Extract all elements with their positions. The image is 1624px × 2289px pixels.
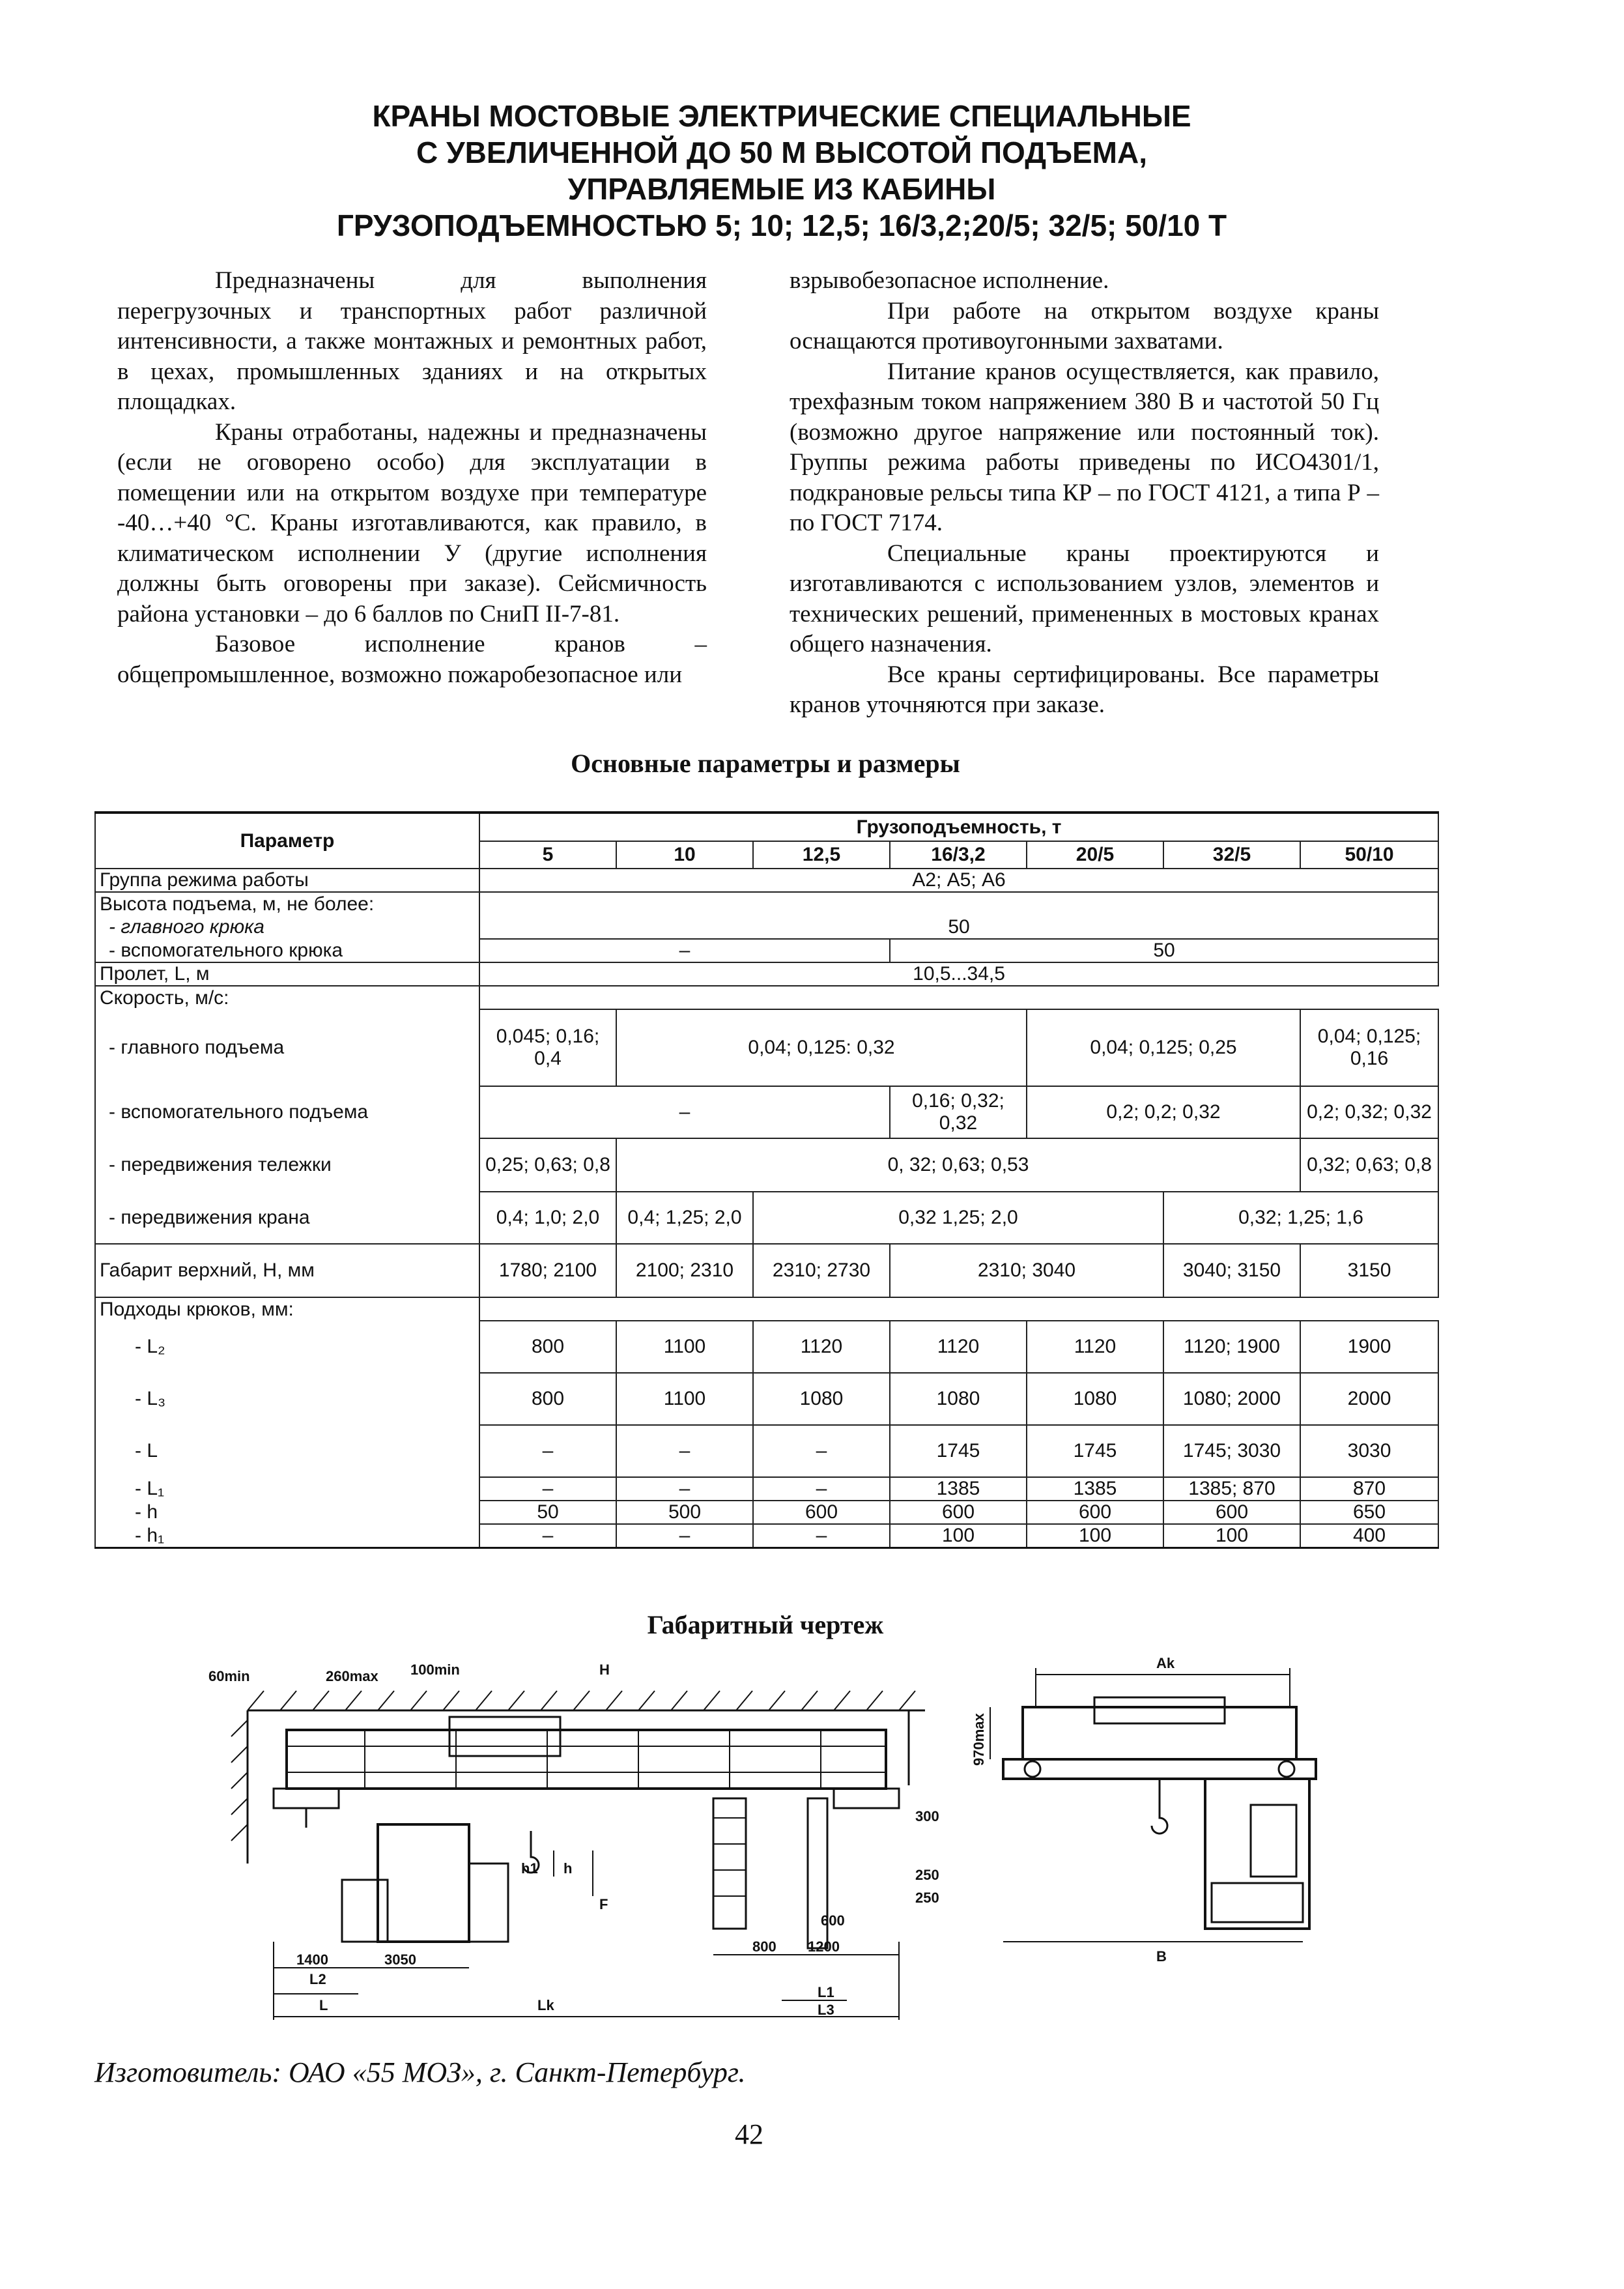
params-section-title: Основные параметры и размеры (571, 749, 960, 778)
dim-label: 800 (752, 1938, 776, 1955)
intro-paragraph: Питание кранов осуществляется, как правило, трехфазным током напряжением 380 В и частотой 50 Гц (возможно другое напряжение или постоянный ток). Группы режима работы приведены по ИСО4301/1, подкрановые рельсы типа КР – по ГОСТ 4121, а типа Р – по ГОСТ 7174. (790, 358, 1379, 536)
table-cell: – (753, 1477, 890, 1501)
dim-label: L (319, 1997, 328, 2013)
table-cell: 1080 (1027, 1373, 1163, 1425)
table-cell: 0,4; 1,25; 2,0 (616, 1192, 753, 1244)
dim-label: h1 (521, 1860, 538, 1877)
table-cell: 600 (890, 1501, 1027, 1524)
crane-side-view-drawing (208, 1655, 958, 2046)
table-cell: А2; А5; А6 (479, 869, 1438, 892)
table-cell: 1100 (616, 1373, 753, 1425)
table-cell: 800 (479, 1373, 616, 1425)
row-label: - h₁ (95, 1524, 479, 1548)
table-cell: 50 (479, 915, 1438, 939)
table-cell: 1900 (1300, 1321, 1438, 1373)
table-cell: – (479, 1425, 616, 1477)
table-cell: 1100 (616, 1321, 753, 1373)
table-cell: 3040; 3150 (1163, 1244, 1300, 1297)
ceiling-hatch (248, 1691, 915, 1710)
table-cell: 0, 32; 0,63; 0,53 (616, 1138, 1300, 1192)
param-header: Параметр (95, 813, 479, 869)
crane-end-view-drawing (964, 1655, 1459, 1968)
table-cell: 2310; 3040 (890, 1244, 1163, 1297)
table-cell: 10,5...34,5 (479, 962, 1438, 986)
table-cell: 3030 (1300, 1425, 1438, 1477)
row-label: Скорость, м/с: (95, 986, 479, 1009)
row-label: - h (95, 1501, 479, 1524)
dim-label: 260max (326, 1668, 378, 1684)
intro-paragraph: Краны отработаны, надежны и предназначены (если не оговорено особо) для эксплуатации в помещении или на открытом воздухе при температуре -40…+40 °С. Краны изготавливаются, как правило, в климатическом исполнении У (другие исполнения должны быть оговорены при заказе). Сейсмичность района установки – до 6 баллов по СниП II-7-81. (117, 418, 707, 627)
table-cell: – (616, 1425, 753, 1477)
table-cell: 400 (1300, 1524, 1438, 1548)
table-cell: 1385 (890, 1477, 1027, 1501)
table-cell: 1780; 2100 (479, 1244, 616, 1297)
intro-paragraph: взрывобезопасное исполнение. (790, 267, 1109, 294)
dim-label: L2 (309, 1971, 326, 1987)
title-line-4: ГРУЗОПОДЪЕМНОСТЬЮ 5; 10; 12,5; 16/3,2;20/5; 32/5; 50/10 Т (336, 209, 1227, 242)
table-cell: 1120 (1027, 1321, 1163, 1373)
row-label: Высота подъема, м, не более: (95, 892, 479, 915)
table-cell: 50 (479, 1501, 616, 1524)
table-cell: 0,4; 1,0; 2,0 (479, 1192, 616, 1244)
row-label: Группа режима работы (95, 869, 479, 892)
table-cell: – (753, 1425, 890, 1477)
table-cell: 100 (1163, 1524, 1300, 1548)
table-cell: 1080 (890, 1373, 1027, 1425)
intro-paragraph: Предназначены для выполнения перегрузочных и транспортных работ различной интенсивности, а также монтажных и ремонтных работ, в цехах, промышленных зданиях и на открытых площадках. (117, 267, 707, 415)
dim-label: 250 (915, 1867, 939, 1883)
cabin-end (1205, 1779, 1309, 1929)
dim-label: Ak (1156, 1655, 1175, 1671)
capacity-cell: 10 (616, 841, 753, 869)
table-cell: 1120; 1900 (1163, 1321, 1300, 1373)
table-cell: – (616, 1477, 753, 1501)
title-line-2: С УВЕЛИЧЕННОЙ ДО 50 М ВЫСОТОЙ ПОДЪЕМА, (416, 136, 1147, 169)
table-cell: 1745 (1027, 1425, 1163, 1477)
table-cell: – (479, 939, 890, 962)
capacity-cell: 16/3,2 (890, 841, 1027, 869)
table-cell: – (479, 1524, 616, 1548)
params-table (94, 811, 1439, 1549)
table-cell: 0,32 1,25; 2,0 (753, 1192, 1163, 1244)
dim-label: 600 (821, 1912, 845, 1929)
table-cell: 1120 (753, 1321, 890, 1373)
table-cell: 1385 (1027, 1477, 1163, 1501)
table-cell: 1080 (753, 1373, 890, 1425)
table-cell: 0,2; 0,2; 0,32 (1027, 1086, 1300, 1138)
dim-label: L3 (818, 2002, 834, 2018)
intro-paragraph: Специальные краны проектируются и изготавливаются с использованием узлов, элементов и технических решений, примененных в мостовых кранах общего назначения. (790, 540, 1379, 657)
table-cell: 100 (1027, 1524, 1163, 1548)
row-label: - главного крюка (95, 915, 479, 939)
table-cell: 600 (753, 1501, 890, 1524)
dim-label: Lk (537, 1997, 554, 2013)
dim-label: 970max (971, 1713, 987, 1766)
end-carriage (1023, 1707, 1296, 1759)
row-label: Подходы крюков, мм: (95, 1297, 479, 1321)
table-cell: 1745; 3030 (1163, 1425, 1300, 1477)
cabin (378, 1824, 469, 1942)
dim-label: 1400 (296, 1951, 328, 1968)
row-label: - главного подъема (95, 1009, 479, 1086)
capacity-cell: 5 (479, 841, 616, 869)
title-line-1: КРАНЫ МОСТОВЫЕ ЭЛЕКТРИЧЕСКИЕ СПЕЦИАЛЬНЫЕ (372, 99, 1191, 133)
table-cell: 100 (890, 1524, 1027, 1548)
intro-right-column (790, 266, 1379, 721)
table-cell: 2000 (1300, 1373, 1438, 1425)
table-cell: 0,04; 0,125; 0,25 (1027, 1009, 1300, 1086)
table-cell: – (479, 1477, 616, 1501)
dim-label: 60min (208, 1668, 250, 1684)
table-cell: 1120 (890, 1321, 1027, 1373)
row-label: - L₁ (95, 1477, 479, 1501)
intro-paragraph: Базовое исполнение кранов – общепромышленное, возможно пожаробезопасное или (117, 631, 707, 688)
bridge-girder (287, 1730, 886, 1789)
row-label: - L₃ (95, 1373, 479, 1425)
table-cell: 0,04; 0,125; 0,16 (1300, 1009, 1438, 1086)
row-label: - вспомогательного подъема (95, 1086, 479, 1138)
table-cell: 0,32; 1,25; 1,6 (1163, 1192, 1438, 1244)
row-label: - передвижения тележки (95, 1138, 479, 1192)
table-cell: 500 (616, 1501, 753, 1524)
dim-label: B (1156, 1948, 1167, 1965)
table-cell: 2100; 2310 (616, 1244, 753, 1297)
table-cell: 0,2; 0,32; 0,32 (1300, 1086, 1438, 1138)
hook (1152, 1779, 1167, 1834)
capacity-cell: 12,5 (753, 841, 890, 869)
table-cell: 0,32; 0,63; 0,8 (1300, 1138, 1438, 1192)
table-cell: 0,25; 0,63; 0,8 (479, 1138, 616, 1192)
table-cell: 650 (1300, 1501, 1438, 1524)
table-cell: 1385; 870 (1163, 1477, 1300, 1501)
wall-hatch (231, 1720, 248, 1841)
table-cell: 0,04; 0,125: 0,32 (616, 1009, 1027, 1086)
dim-label: L1 (818, 1984, 834, 2000)
capacity-header: Грузоподъемность, т (479, 813, 1438, 841)
intro-paragraph: При работе на открытом воздухе краны оснащаются противоугонными захватами. (790, 297, 1379, 354)
dim-label: 300 (915, 1808, 939, 1824)
intro-paragraph: Все краны сертифицированы. Все параметры кранов уточняются при заказе. (790, 661, 1379, 718)
row-label: - передвижения крана (95, 1192, 479, 1244)
table-cell: 870 (1300, 1477, 1438, 1501)
capacity-cell: 20/5 (1027, 841, 1163, 869)
row-label: - L (95, 1425, 479, 1477)
table-cell: 0,045; 0,16; 0,4 (479, 1009, 616, 1086)
table-cell: 600 (1163, 1501, 1300, 1524)
table-cell: 1745 (890, 1425, 1027, 1477)
row-label: - L₂ (95, 1321, 479, 1373)
dim-label: 3050 (384, 1951, 416, 1968)
capacity-cell: 32/5 (1163, 841, 1300, 869)
dim-label: 100min (410, 1662, 460, 1678)
table-cell: 3150 (1300, 1244, 1438, 1297)
trolley (449, 1717, 560, 1756)
row-label: Пролет, L, м (95, 962, 479, 986)
table-cell: 50 (890, 939, 1438, 962)
title-line-3: УПРАВЛЯЕМЫЕ ИЗ КАБИНЫ (567, 172, 996, 206)
intro-left-column (117, 266, 707, 690)
table-cell: – (753, 1524, 890, 1548)
table-cell: 800 (479, 1321, 616, 1373)
table-cell: 1080; 2000 (1163, 1373, 1300, 1425)
table-cell: 0,16; 0,32; 0,32 (890, 1086, 1027, 1138)
page-title (0, 98, 1563, 244)
table-cell: – (616, 1524, 753, 1548)
dim-label: 250 (915, 1890, 939, 1906)
dim-label: 1200 (808, 1938, 840, 1955)
row-label: Габарит верхний, Н, мм (95, 1244, 479, 1297)
table-cell: 2310; 2730 (753, 1244, 890, 1297)
drawing-section-title: Габаритный чертеж (647, 1610, 884, 1639)
table-cell: – (479, 1086, 890, 1138)
dim-label: H (599, 1662, 610, 1678)
page-number: 42 (735, 2118, 763, 2150)
capacity-cell: 50/10 (1300, 841, 1438, 869)
manufacturer-note: Изготовитель: ОАО «55 МОЗ», г. Санкт-Петербург. (94, 2056, 746, 2088)
dim-label: h (563, 1860, 573, 1877)
dim-label: F (599, 1896, 608, 1912)
row-label: - вспомогательного крюка (95, 939, 479, 962)
table-cell: 600 (1027, 1501, 1163, 1524)
